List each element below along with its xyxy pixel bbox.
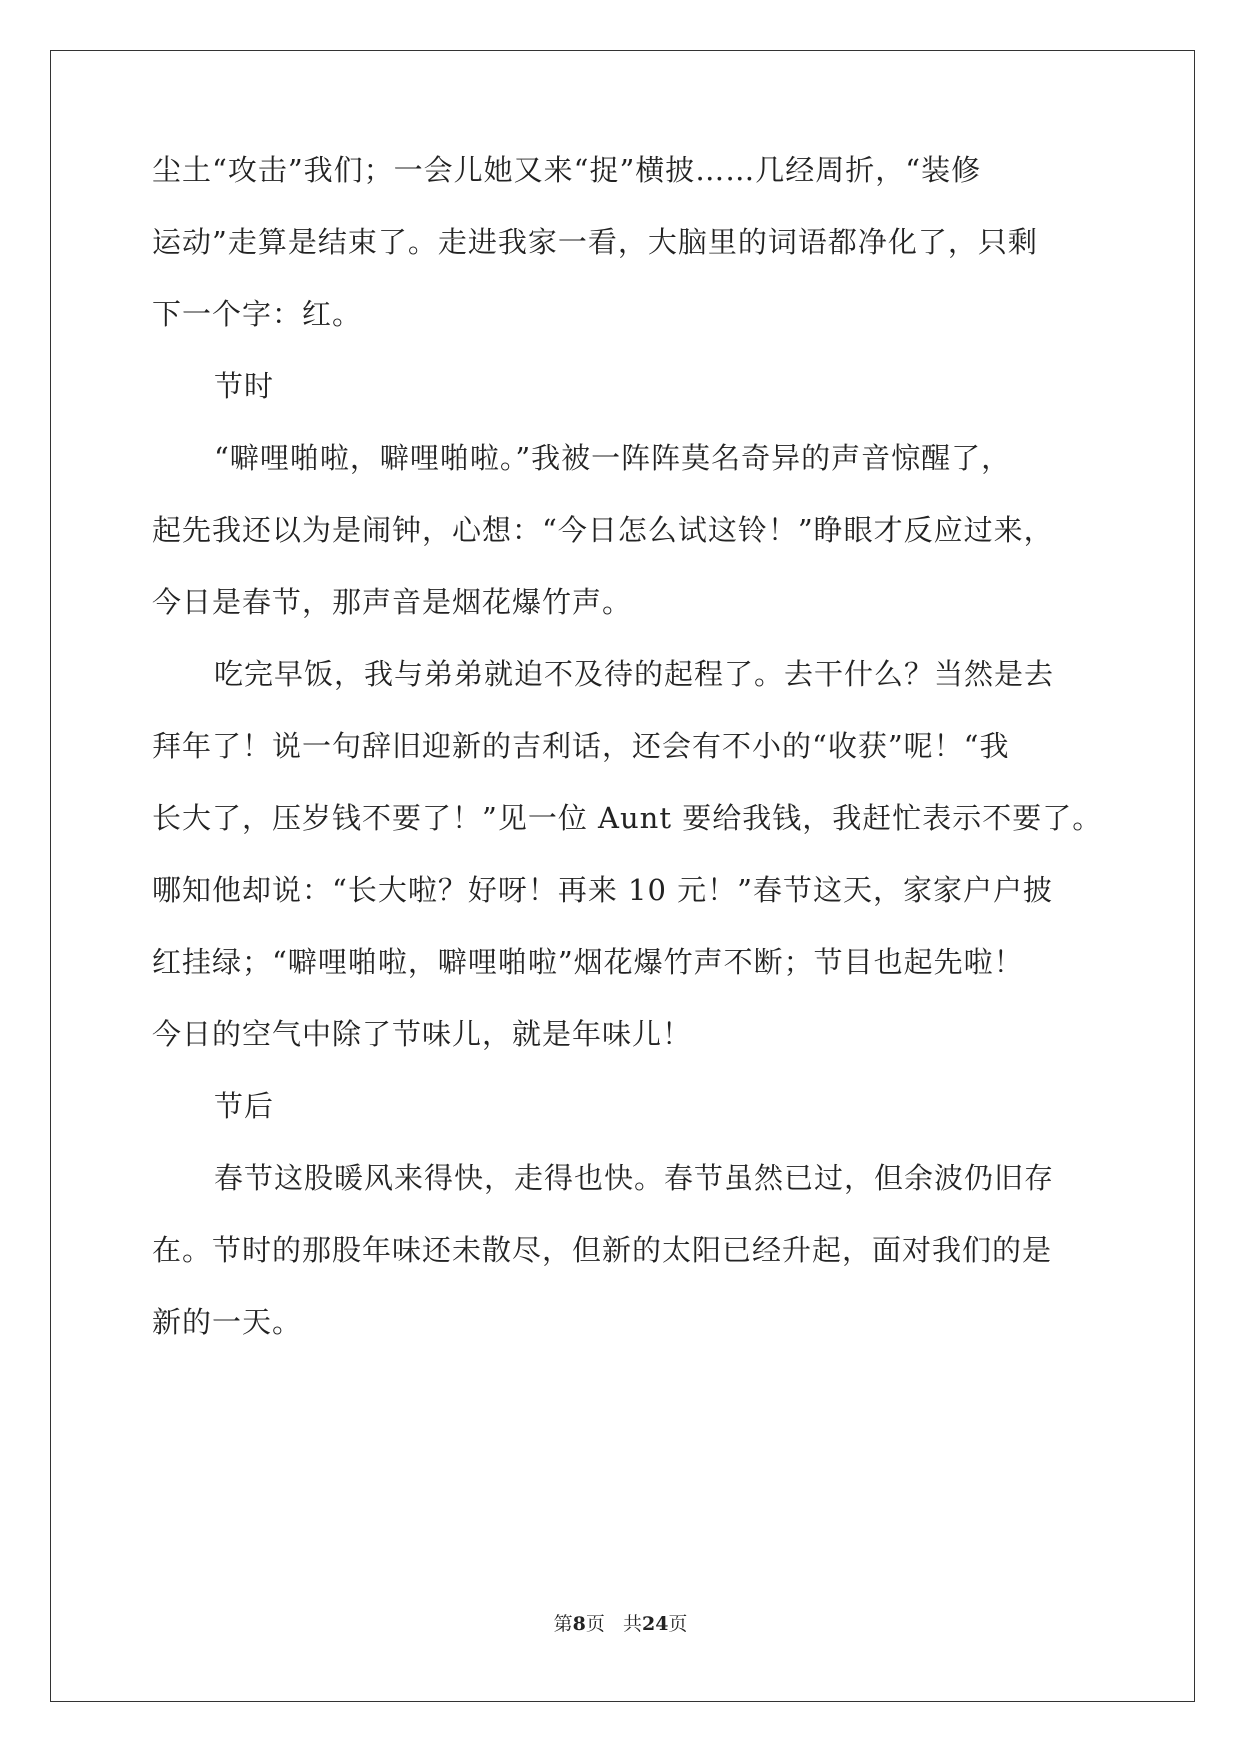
footer-prefix: 第 [553, 1613, 573, 1635]
text-line: 运动”走算是结束了。走进我家一看，大脑里的词语都净化了，只剩 [152, 225, 1038, 259]
text-line: 新的一天。 [152, 1305, 303, 1339]
text-line: 在。节时的那股年味还未散尽，但新的太阳已经升起，面对我们的是 [152, 1233, 1053, 1267]
text-line: 今日的空气中除了节味儿，就是年味儿！ [152, 1017, 693, 1051]
text-line: 下一个字：红。 [152, 297, 363, 331]
text-line: 长大了，压岁钱不要了！”见一位 Aunt 要给我钱，我赶忙表示不要了。 [152, 801, 1103, 835]
text-line: 春节这股暖风来得快，走得也快。春节虽然已过，但余波仍旧存 [214, 1161, 1055, 1195]
page-footer [0, 1612, 1241, 1636]
text-line: 红挂绿；“噼哩啪啦，噼哩啪啦”烟花爆竹声不断；节目也起先啦！ [152, 945, 1024, 979]
footer-page-suffix: 页 [585, 1613, 605, 1635]
footer-total-prefix: 共 [622, 1613, 642, 1635]
text-line: 起先我还以为是闹钟，心想：“今日怎么试这铃！”睁眼才反应过来， [152, 513, 1054, 547]
current-page-number: 8 [572, 1613, 586, 1635]
section-heading: 节后 [214, 1089, 275, 1123]
text-line: 尘土“攻击”我们；一会儿她又来“捉”横披……几经周折，“装修 [152, 153, 982, 187]
text-line: 今日是春节，那声音是烟花爆竹声。 [152, 585, 633, 619]
text-line: 吃完早饭，我与弟弟就迫不及待的起程了。去干什么？当然是去 [214, 657, 1055, 691]
text-line: 拜年了！说一句辞旧迎新的吉利话，还会有不小的“收获”呢！“我 [152, 729, 1010, 763]
text-line: “噼哩啪啦，噼哩啪啦。”我被一阵阵莫名奇异的声音惊醒了， [214, 441, 1012, 475]
section-heading: 节时 [214, 369, 275, 403]
footer-total-suffix: 页 [668, 1613, 688, 1635]
text-line: 哪知他却说：“长大啦？好呀！再来 10 元！”春节这天，家家户户披 [152, 873, 1053, 907]
total-pages-number: 24 [641, 1613, 669, 1635]
